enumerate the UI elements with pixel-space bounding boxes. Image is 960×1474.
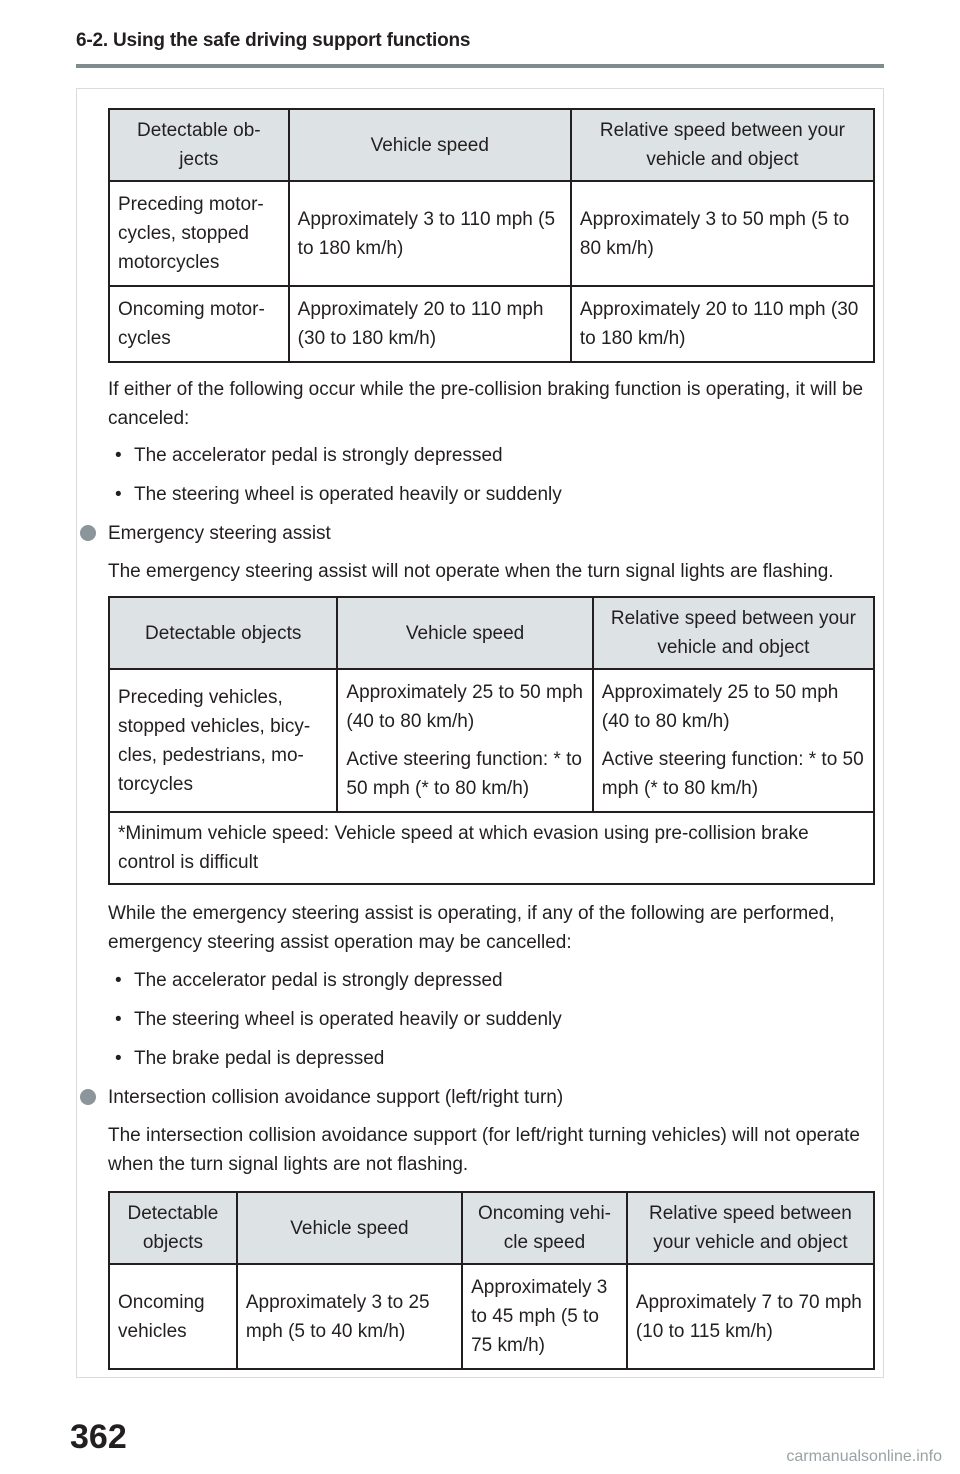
- table-row: [109, 286, 874, 362]
- cancel-conditions-text: While the emergency steering assist is operating, if any of the following are performed, emergency steering assist operation may be cancelled:: [108, 903, 835, 953]
- list-item-text: The steering wheel is operated heavily or suddenly: [134, 1009, 562, 1030]
- page-header: [76, 30, 884, 52]
- table-header-row: [109, 1192, 874, 1264]
- list-item: • The accelerator pedal is strongly depressed: [115, 445, 503, 466]
- table-cell: Oncoming motor-cycles: [109, 286, 289, 362]
- table-header-row: [109, 597, 874, 669]
- table-row: [109, 669, 874, 812]
- page-content: [108, 108, 876, 1370]
- table-header-cell: Oncoming vehi-cle speed: [462, 1192, 627, 1264]
- table-header-cell: Relative speed between your vehicle and object: [593, 597, 874, 669]
- cell-line: Approximately 25 to 50 mph (40 to 80 km/h): [601, 682, 839, 732]
- cell-line: Active steering function: * to 50 mph (* to 80 km/h): [346, 749, 582, 799]
- motorcycle-detection-table: [108, 108, 875, 363]
- section-text: The emergency steering assist will not operate when the turn signal lights are flashing.: [108, 561, 834, 582]
- table-note-row: [109, 812, 874, 884]
- list-item-text: The accelerator pedal is strongly depressed: [134, 445, 503, 466]
- table-header-cell: Vehicle speed: [337, 597, 592, 669]
- circle-bullet-icon: [80, 525, 96, 541]
- table-header-cell: Detectable objects: [109, 1192, 237, 1264]
- section-title: 6-2. Using the safe driving support functions: [76, 30, 471, 51]
- table-header-cell: Detectable ob-jects: [109, 109, 289, 181]
- table-row: [109, 181, 874, 286]
- table-cell: Approximately 3 to 110 mph (5 to 180 km/h): [289, 181, 571, 286]
- cancel-conditions-text: If either of the following occur while the pre-collision braking function is operating, it will be canceled:: [108, 379, 864, 429]
- intersection-support-table: [108, 1191, 875, 1370]
- table-cell: Approximately 20 to 110 mph (30 to 180 km/h): [289, 286, 571, 362]
- table-header-cell: Relative speed between your vehicle and object: [571, 109, 874, 181]
- table-cell: Preceding motor-cycles, stopped motorcycles: [109, 181, 289, 286]
- table-cell: Preceding vehicles, stopped vehicles, bicy-cles, pedestrians, mo-torcycles: [109, 669, 337, 812]
- steering-assist-table: [108, 596, 875, 885]
- table-cell: Oncoming vehicles: [109, 1264, 237, 1369]
- list-item: • The steering wheel is operated heavily or suddenly: [115, 484, 562, 505]
- list-item: • The brake pedal is depressed: [115, 1048, 385, 1069]
- table-header-row: [109, 109, 874, 181]
- table-header-cell: Vehicle speed: [237, 1192, 462, 1264]
- table-cell: [337, 669, 592, 812]
- header-divider: [76, 64, 884, 68]
- list-item-text: The steering wheel is operated heavily or suddenly: [134, 484, 562, 505]
- list-item-text: The brake pedal is depressed: [134, 1048, 385, 1069]
- section-text: The intersection collision avoidance support (for left/right turning vehicles) will not operate when the turn signal lights are not flashing.: [108, 1125, 860, 1175]
- table-header-cell: Vehicle speed: [289, 109, 571, 181]
- table-header-cell: Relative speed between your vehicle and object: [627, 1192, 874, 1264]
- table-cell: [593, 669, 874, 812]
- watermark: carmanualsonline.info: [786, 1448, 942, 1465]
- list-item: • The steering wheel is operated heavily or suddenly: [115, 1009, 562, 1030]
- list-item: • The accelerator pedal is strongly depressed: [115, 970, 503, 991]
- table-cell: Approximately 20 to 110 mph (30 to 180 km/h): [571, 286, 874, 362]
- table-cell: Approximately 7 to 70 mph (10 to 115 km/h): [627, 1264, 874, 1369]
- circle-bullet-icon: [80, 1089, 96, 1105]
- list-item-text: The accelerator pedal is strongly depressed: [134, 970, 503, 991]
- table-row: [109, 1264, 874, 1369]
- table-cell: Approximately 3 to 45 mph (5 to 75 km/h): [462, 1264, 627, 1369]
- table-note: *Minimum vehicle speed: Vehicle speed at which evasion using pre-collision brake control is difficult: [109, 812, 874, 884]
- table-cell: Approximately 3 to 25 mph (5 to 40 km/h): [237, 1264, 462, 1369]
- cell-line: Approximately 25 to 50 mph (40 to 80 km/h): [346, 682, 583, 732]
- page-number: 362: [70, 1418, 127, 1456]
- cell-line: Active steering function: * to 50 mph (* to 80 km/h): [601, 749, 864, 799]
- section-heading: Emergency steering assist: [108, 519, 876, 548]
- table-cell: Approximately 3 to 50 mph (5 to 80 km/h): [571, 181, 874, 286]
- table-header-cell: Detectable objects: [109, 597, 337, 669]
- section-heading: Intersection collision avoidance support (left/right turn): [108, 1083, 876, 1112]
